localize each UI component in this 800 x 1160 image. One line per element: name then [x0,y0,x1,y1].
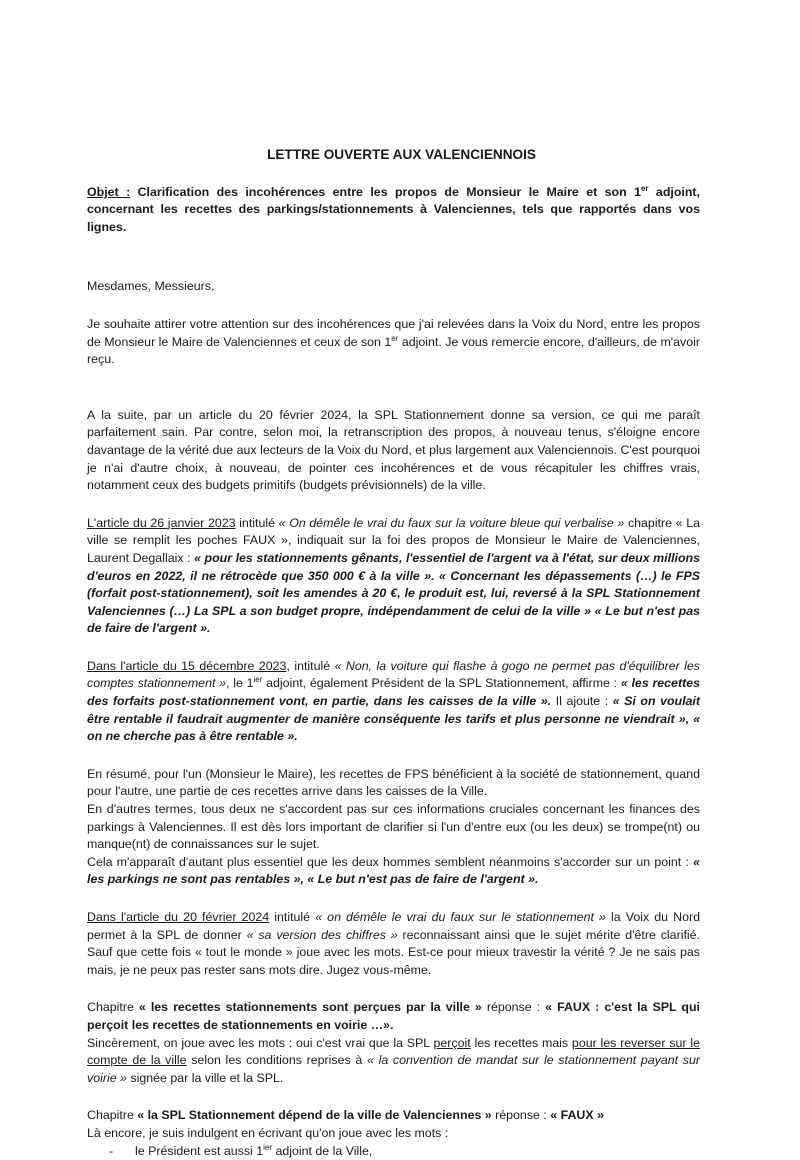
chapter-answer: « FAUX : c'est la SPL qui perçoit les recettes de stationnements en voirie …». [87,1000,700,1032]
text: , le 1 [226,676,254,691]
quote: « la convention de mandat sur le stationnement payant sur voirie » [87,1053,701,1085]
text: chapitre « La ville se remplit les poches FAUX », indiquait sur la foi des propos de Monsieur le Maire de Valenciennes, Laurent Degallaix : [87,515,701,565]
underlined-text: pour les reverser sur le compte de la ville [87,1035,700,1068]
text: Chapitre [87,1108,138,1123]
article-title: « On démêle le vrai du faux sur la voiture bleue qui verbalise » [278,515,625,530]
text: adjoint, également Président de la SPL Stationnement, affirme : [262,676,621,691]
paragraph-chapter-spl [87,1107,700,1142]
article-ref: L'article du 26 janvier 2023 [87,515,236,530]
text: signée par la ville et la SPL. [126,1070,284,1085]
chapter-title: « la SPL Stationnement dépend de la ville de Valenciennes » [137,1108,492,1123]
text: , intitulé [286,658,335,673]
quote: « sa version des chiffres » [246,927,398,942]
paragraph-summary [87,766,700,889]
text: reconnaissant ainsi que le sujet mérite d'être clarifié. Sauf que cette fois « tout le monde » joue avec les mots. Est-ce pour mieux travestir la vérité ? Je ne sais pas mais, je ne peux pas rester sans mots dire. Jugez vous-même. [87,927,700,977]
text: réponse : [481,1000,546,1015]
intro-text-2: adjoint. Je vous remercie encore, d'ailleurs, de m'avoir reçu. [87,334,700,367]
text: les recettes mais [470,1035,572,1050]
paragraph-article-2023-01 [87,515,700,638]
text: le Président est aussi 1 [135,1143,264,1158]
sup: ier [253,675,263,685]
text: intitulé [235,515,279,530]
list-item-text [135,1143,372,1160]
underlined-text: perçoit [433,1035,471,1050]
intro-text-1: Je souhaite attirer votre attention sur des incohérences que j'ai relevées dans la Voix du Nord, entre les propos de Monsieur le Maire de Valenciennes et ceux de son 1 [87,316,700,349]
paragraph-article-2023-12 [87,658,700,746]
paragraph-context: A la suite, par un article du 20 février 2024, la SPL Stationnement donne sa version, ce qui me paraît parfaitement sain. Par contre, selon moi, la retranscription des propos, à nouveau tenus, s'éloigne encore davantage de la vérité due aux lecteurs de la Voix du Nord, et plus largement aux Valenciennois. C'est pourquoi je n'ai d'autre choix, à nouveau, de pointer ces incohérences et de vous récapituler les chiffres vrais, notamment ceux des budgets primitifs (budgets prévisionnels) de la ville. [87,407,700,493]
quote: « les parkings ne sont pas rentables », « Le but n'est pas de faire de l'argent ». [87,854,700,887]
chapter-title: « les recettes stationnements sont perçues par la ville » [138,1000,482,1015]
paragraph-article-2024-02 [87,909,700,979]
subject-line [87,184,700,237]
sup: ier [263,1142,272,1152]
intro-sup: er [391,333,399,343]
summary-line-2: En d'autres termes, tous deux ne s'accordent pas sur ces informations cruciales concernant les finances des parkings à Valenciennes. Il est dès lors important de clarifier si l'un d'entre eux (ou les deux) se trompe(nt) ou manque(nt) de connaissances sur le sujet. [87,802,700,852]
quote: « les recettes des forfaits post-stationnement vont, en partie, dans les caisses de la ville ». [87,676,700,709]
text: adjoint de la Ville, [272,1143,373,1158]
text: Là encore, je suis indulgent en écrivant qu'on joue avec les mots : [87,1125,449,1140]
subject-text-2: adjoint, concernant les recettes des parkings/stationnements à Valenciennes, tels que rapportés dans vos lignes. [87,184,700,234]
chapter-answer: « FAUX » [550,1108,604,1123]
text: la Voix du Nord permet à la SPL de donner [87,910,700,942]
quote: « Si on voulait être rentable il faudrait augmenter de manière conséquente les tarifs et plus personne ne viendrait », « on ne cherche pas à être rentable ». [87,694,700,744]
paragraph-chapter-recettes [87,999,700,1087]
text: selon les conditions reprises à [186,1053,367,1068]
article-ref: Dans l'article du 20 février 2024 [87,910,270,924]
salutation: Mesdames, Messieurs, [87,279,215,294]
article-ref: Dans l'article du 15 décembre 2023 [87,658,287,673]
text: Sincèrement, on joue avec les mots : oui c'est vrai que la SPL [87,1035,434,1050]
text: réponse : [491,1108,551,1123]
summary-line-3: Cela m'apparaît d'autant plus essentiel que les deux hommes semblent néanmoins s'accorder sur un point : [87,854,694,869]
subject-text-1: Clarification des incohérences entre les propos de Monsieur le Maire et son 1 [130,184,641,199]
subject-label: Objet : [87,184,131,199]
list-item [109,1143,700,1160]
subject-sup: er [640,183,649,193]
text: Il ajoute : [551,694,613,709]
paragraph-intro [87,316,700,369]
list-dash: - [109,1143,114,1158]
text: intitulé [269,910,316,924]
summary-line-1: En résumé, pour l'un (Monsieur le Maire), les recettes de FPS bénéficient à la société de stationnement, quand pour l'autre, une partie de ces recettes arrive dans les caisses de la Ville. [87,766,700,799]
text: Chapitre [87,1000,139,1015]
article-title: « Non, la voiture qui flashe à gogo ne permet pas d'équilibrer les comptes stationnement » [87,658,700,691]
letter-title: LETTRE OUVERTE AUX VALENCIENNOIS [267,147,536,162]
quote: « pour les stationnements gênants, l'essentiel de l'argent va à l'état, sur deux millions d'euros en 2022, il ne rétrocède que 350 000 € à la ville ». « Concernant les dépassements (…) le FPS (forfait post-stationnement), soit les amendes à 20 €, le produit est, lui, reversé à la SPL Stationnement Valenciennes (…) La SPL a son budget propre, indépendamment de celui de la ville » « Le but n'est pas de faire de l'argent ». [87,550,700,636]
article-title: « on démêle le vrai du faux sur le stationnement » [315,910,606,924]
